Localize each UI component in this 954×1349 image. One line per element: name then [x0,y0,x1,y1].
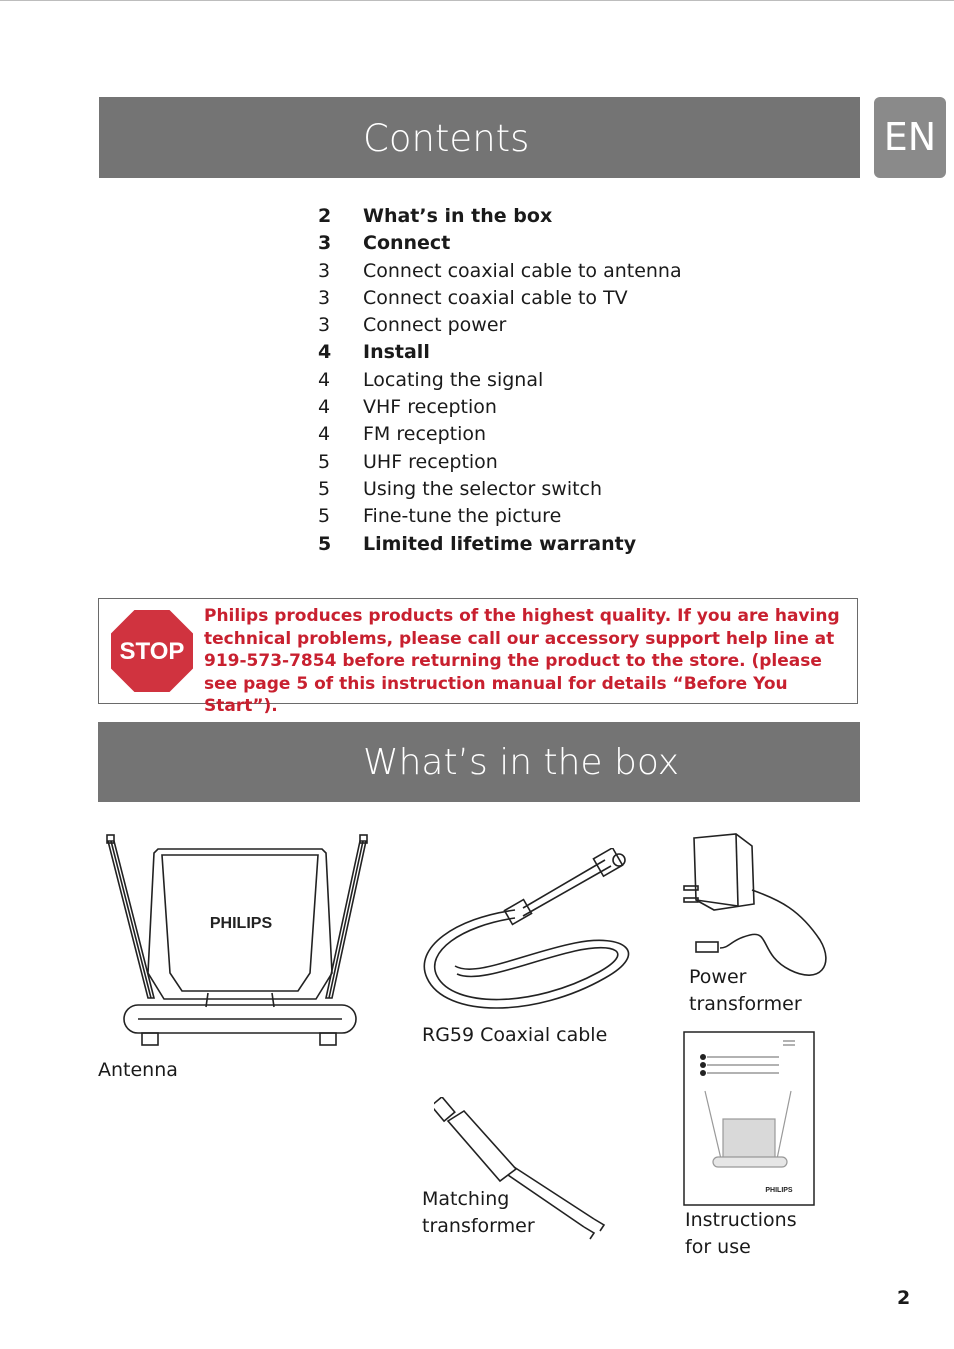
toc-entry-title: VHF reception [363,396,497,419]
whats-in-box-title: What’s in the box [363,742,680,783]
toc-page-number: 3 [318,232,332,255]
manual-caption-line2: for use [685,1236,751,1258]
antenna-illustration [98,833,368,1053]
matching-transformer-caption-line1: Matching [422,1188,510,1210]
coaxial-cable-caption: RG59 Coaxial cable [422,1024,608,1046]
notice-text: Philips produces products of the highest quality. If you are having technical problems, please call our accessory support help line at 919-573-7854 before returning the product to the store. (please see page 5 of this instruction manual for details “Before You Start”). [204,606,840,716]
toc-page-number: 5 [318,450,331,473]
toc-entry-title: Install [363,341,430,364]
stop-sign-icon [108,607,196,695]
whats-in-box-banner [98,722,860,802]
toc-page-number: 3 [318,259,331,282]
matching-transformer-caption-line2: transformer [422,1215,535,1237]
contents-banner [99,97,860,178]
page-number: 2 [897,1287,911,1309]
power-transformer-caption-line1: Power [689,966,747,988]
antenna-caption: Antenna [98,1059,178,1081]
toc-entry-title: Connect power [363,314,507,337]
coaxial-cable-illustration [415,848,640,1028]
contents-title: Contents [363,117,530,160]
stop-sign-label: STOP [119,638,185,665]
toc-entry-title: Connect [363,232,451,255]
toc-page-number: 5 [318,532,332,555]
manual-caption-line1: Instructions [685,1209,797,1231]
toc-page-number: 4 [318,423,331,446]
toc-entry-title: FM reception [363,423,487,446]
toc-page-number: 4 [318,396,331,419]
toc-entry-title: What’s in the box [363,205,553,227]
toc-page-number: 5 [318,505,331,528]
toc-page-number: 5 [318,477,331,500]
instruction-manual-illustration [683,1031,815,1206]
language-tab[interactable]: EN [874,97,946,178]
power-transformer-caption-line2: transformer [689,993,802,1015]
toc-entry-title: Connect coaxial cable to TV [363,286,628,309]
toc-entry-title: UHF reception [363,450,498,473]
power-transformer-illustration [680,830,835,985]
page-top-rule [0,0,954,1]
toc-page-number: 4 [318,341,332,364]
matching-transformer-caption [422,1186,535,1240]
toc-page-number: 2 [318,205,332,227]
toc-entry-title: Locating the signal [363,368,544,391]
power-transformer-caption [689,964,802,1018]
manual-brand-label: PHILIPS [765,1187,793,1194]
toc-entry-title: Connect coaxial cable to antenna [363,259,682,282]
antenna-brand-label: PHILIPS [209,915,273,932]
toc-entry-title: Limited lifetime warranty [363,532,637,555]
toc-page-number: 4 [318,368,331,391]
toc-entry-title: Fine-tune the picture [363,505,562,528]
toc-entry-title: Using the selector switch [363,477,603,500]
manual-caption [685,1207,797,1261]
toc-page-number: 3 [318,286,331,309]
support-notice [98,598,858,716]
toc-page-number: 3 [318,314,331,337]
